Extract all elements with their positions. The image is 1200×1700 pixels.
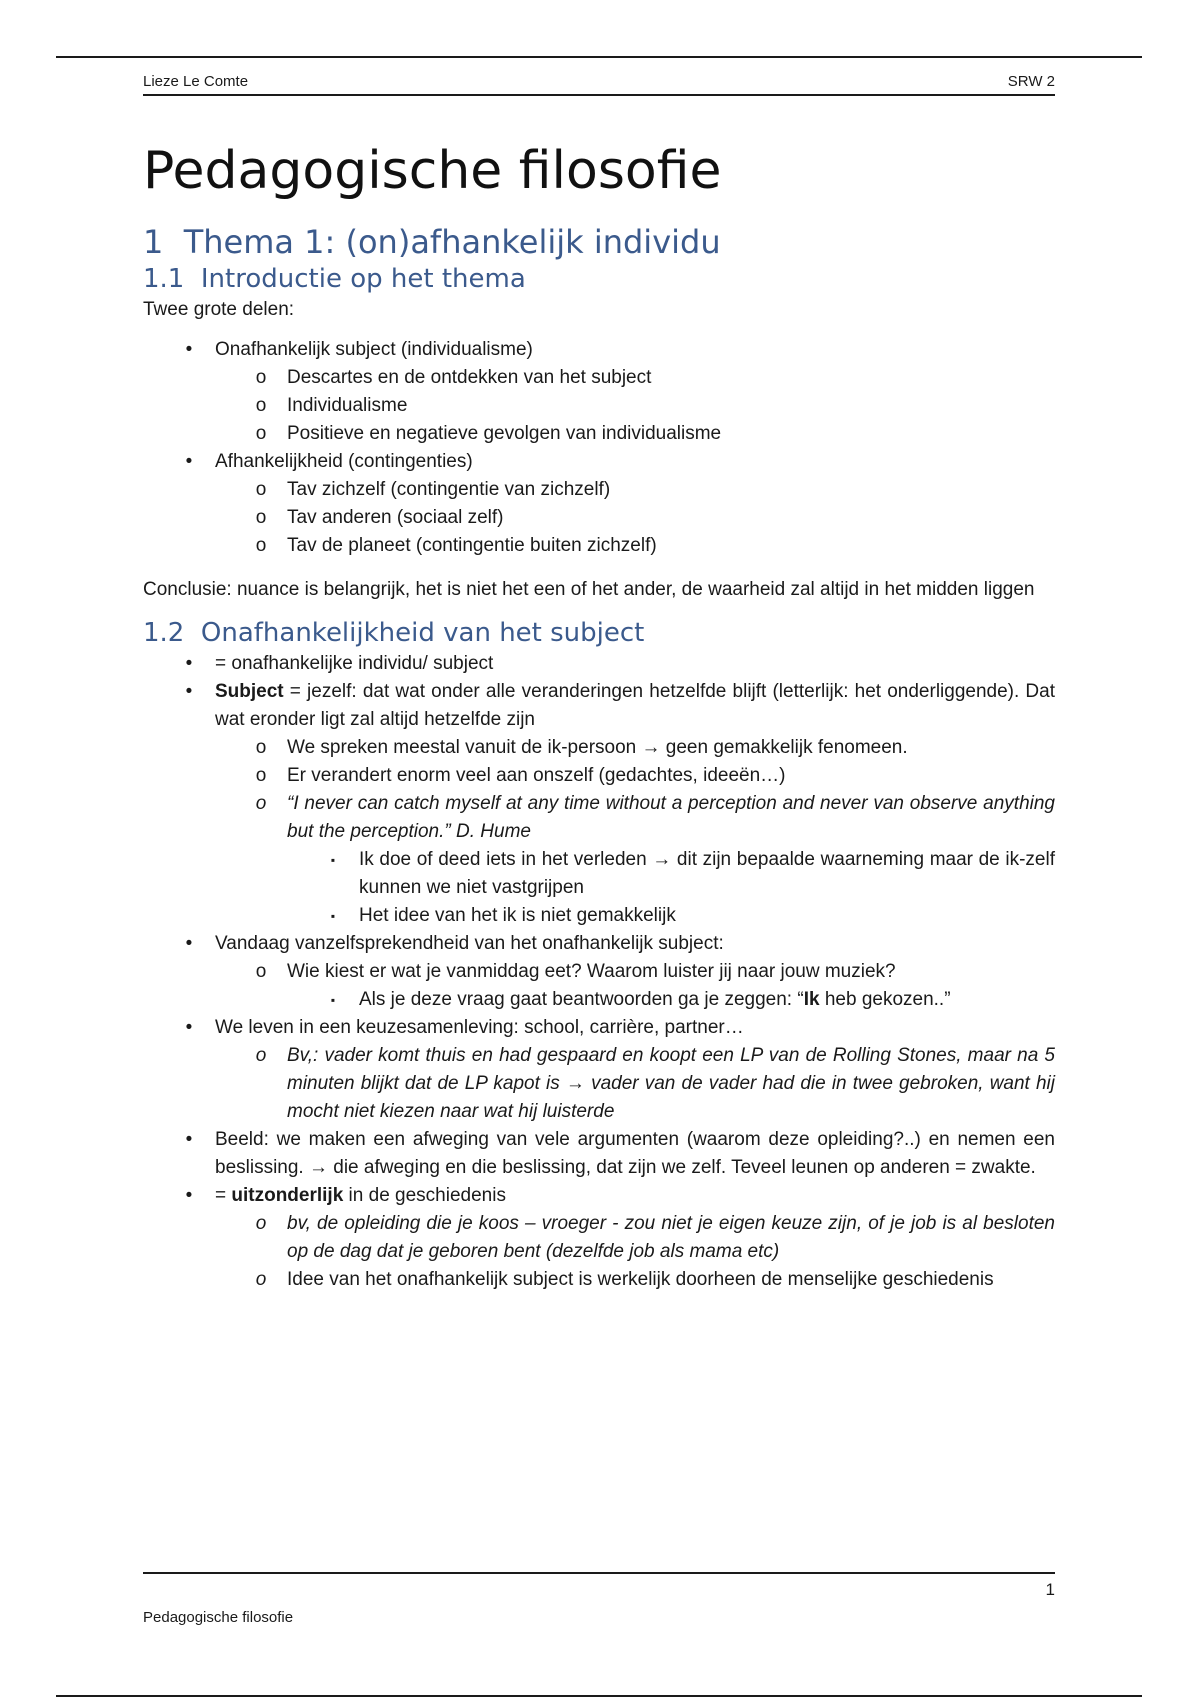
list-item	[215, 734, 1055, 762]
circle-bullet-icon: o	[255, 737, 267, 758]
subject-list	[143, 650, 1055, 1294]
list-item-text: Er verandert enorm veel aan onszelf (gedachtes, ideeën…)	[287, 765, 786, 786]
list-item-text: Afhankelijkheid (contingenties)	[215, 451, 473, 472]
footer-text: Pedagogische filosofie	[143, 1609, 294, 1626]
page-header	[143, 60, 1055, 96]
bold-uitzonderlijk: uitzonderlijk	[231, 1185, 344, 1206]
circle-bullet-icon: o	[255, 367, 267, 388]
heading-1-2	[143, 616, 1055, 650]
bullet-icon: •	[185, 339, 193, 360]
list-item-text: Descartes en de ontdekken van het subject	[287, 367, 652, 388]
intro-text: Twee grote delen:	[143, 299, 295, 320]
heading-1-2-number: 1.2	[143, 618, 185, 648]
list-item-text: Positieve en negatieve gevolgen van individualisme	[287, 423, 722, 444]
list-item	[215, 1042, 1055, 1126]
list-item-text: We spreken meestal vanuit de ik-persoon → geen gemakkelijk fenomeen.	[287, 737, 908, 758]
circle-bullet-icon: o	[255, 961, 267, 982]
list-item-text: We leven in een keuzesamenleving: school, carrière, partner…	[215, 1017, 744, 1038]
list-item	[143, 650, 1055, 678]
list-item-text: Als je deze vraag gaat beantwoorden ga je zeggen: “	[359, 989, 804, 1010]
list-item	[143, 448, 1055, 560]
list-item-text: Tav anderen (sociaal zelf)	[287, 507, 504, 528]
list-item-text: bv, de opleiding die je koos – vroeger - zou niet je eigen keuze zijn, of je job is al besloten op de dag dat je geboren bent (dezelfde job als mama etc)	[287, 1213, 1055, 1262]
subject-term: Subject	[215, 681, 284, 702]
header-author: Lieze Le Comte	[143, 73, 249, 90]
list-item	[287, 846, 1055, 902]
list-item	[143, 336, 1055, 448]
document-title: Pedagogische filosofie	[143, 141, 722, 201]
list-item	[215, 958, 1055, 1014]
square-bullet-icon: ▪	[330, 993, 336, 1007]
list-item	[143, 1126, 1055, 1182]
heading-1	[143, 222, 1055, 262]
circle-bullet-icon: o	[255, 423, 267, 444]
list-item-text: Bv,: vader komt thuis en had gespaard en koopt een LP van de Rolling Stones, maar na 5 minuten blijkt dat de LP kapot is → vader van de vader had die in twee gebroken, want hij mocht niet kiezen naar wat hij luisterde	[287, 1045, 1055, 1122]
list-item-text: = jezelf: dat wat onder alle veranderingen hetzelfde blijft (letterlijk: het onderliggende). Dat wat eronder ligt zal altijd hetzelfde zijn	[215, 681, 1055, 730]
bullet-icon: •	[185, 1129, 193, 1150]
heading-1-1-text: Introductie op het thema	[200, 264, 526, 294]
list-item	[215, 504, 1055, 532]
overview-list	[143, 336, 1055, 560]
conclusion-text: Conclusie: nuance is belangrijk, het is niet het een of het ander, de waarheid zal altijd in het midden liggen	[143, 579, 1035, 600]
list-item	[215, 532, 1055, 560]
circle-bullet-icon: o	[255, 1269, 267, 1290]
circle-bullet-icon: o	[255, 535, 267, 556]
bullet-icon: •	[185, 653, 193, 674]
circle-bullet-icon: o	[255, 1045, 267, 1066]
page-number: 1	[1045, 1580, 1055, 1599]
hume-quote: “I never can catch myself at any time without a perception and never van observe anything but the perception.” D. Hume	[287, 793, 1055, 842]
list-item-text: Individualisme	[287, 395, 408, 416]
list-item	[143, 678, 1055, 930]
list-item-text: Tav zichzelf (contingentie van zichzelf)	[287, 479, 611, 500]
footer-rule	[143, 1572, 1055, 1574]
list-item	[287, 902, 1055, 930]
heading-1-2-text: Onafhankelijkheid van het subject	[200, 618, 645, 648]
bullet-icon: •	[185, 681, 193, 702]
list-item	[143, 930, 1055, 1014]
page-body	[143, 60, 1055, 1294]
header-course: SRW 2	[1007, 73, 1055, 90]
list-item-text: Het idee van het ik is niet gemakkelijk	[359, 905, 676, 926]
list-item	[143, 1014, 1055, 1126]
page-footer	[143, 1572, 1055, 1628]
circle-bullet-icon: o	[255, 507, 267, 528]
circle-bullet-icon: o	[255, 765, 267, 786]
list-item	[215, 1266, 1055, 1294]
circle-bullet-icon: o	[255, 479, 267, 500]
list-item-text: Tav de planeet (contingentie buiten zichzelf)	[287, 535, 657, 556]
list-item	[215, 364, 1055, 392]
circle-bullet-icon: o	[255, 395, 267, 416]
heading-1-number: 1	[143, 223, 164, 261]
bottom-rule	[56, 1695, 1142, 1697]
bullet-icon: •	[185, 1185, 193, 1206]
list-item	[215, 790, 1055, 930]
list-item-text: Vandaag vanzelfsprekendheid van het onafhankelijk subject:	[215, 933, 724, 954]
top-rule	[56, 56, 1142, 58]
list-item-text: Onafhankelijk subject (individualisme)	[215, 339, 533, 360]
list-item	[215, 762, 1055, 790]
bold-ik: Ik	[803, 989, 820, 1010]
list-item	[143, 1182, 1055, 1294]
heading-1-1	[143, 262, 1055, 296]
list-item-text: Idee van het onafhankelijk subject is werkelijk doorheen de menselijke geschiedenis	[287, 1269, 994, 1290]
list-item	[215, 476, 1055, 504]
bullet-icon: •	[185, 933, 193, 954]
list-item	[215, 1210, 1055, 1266]
list-item-text: =	[215, 1185, 232, 1206]
heading-1-text: Thema 1: (on)afhankelijk individu	[183, 223, 721, 261]
list-item-text: in de geschiedenis	[343, 1185, 506, 1206]
heading-1-1-number: 1.1	[143, 264, 185, 294]
bullet-icon: •	[185, 451, 193, 472]
list-item	[287, 986, 1055, 1014]
list-item-text: heb gekozen..”	[819, 989, 951, 1010]
circle-bullet-icon: o	[255, 1213, 267, 1234]
bullet-icon: •	[185, 1017, 193, 1038]
list-item-text: Beeld: we maken een afweging van vele argumenten (waarom deze opleiding?..) en nemen een beslissing. → die afweging en die beslissing, dat zijn we zelf. Teveel leunen op anderen = zwakte.	[215, 1129, 1055, 1178]
square-bullet-icon: ▪	[330, 853, 336, 867]
list-item-text: = onafhankelijke individu/ subject	[215, 653, 494, 674]
circle-bullet-icon: o	[255, 793, 267, 814]
list-item-text: Wie kiest er wat je vanmiddag eet? Waarom luister jij naar jouw muziek?	[287, 961, 896, 982]
list-item	[215, 392, 1055, 420]
square-bullet-icon: ▪	[330, 909, 336, 923]
list-item	[215, 420, 1055, 448]
list-item-text: Ik doe of deed iets in het verleden → dit zijn bepaalde waarneming maar de ik-zelf kunnen we niet vastgrijpen	[359, 849, 1055, 898]
